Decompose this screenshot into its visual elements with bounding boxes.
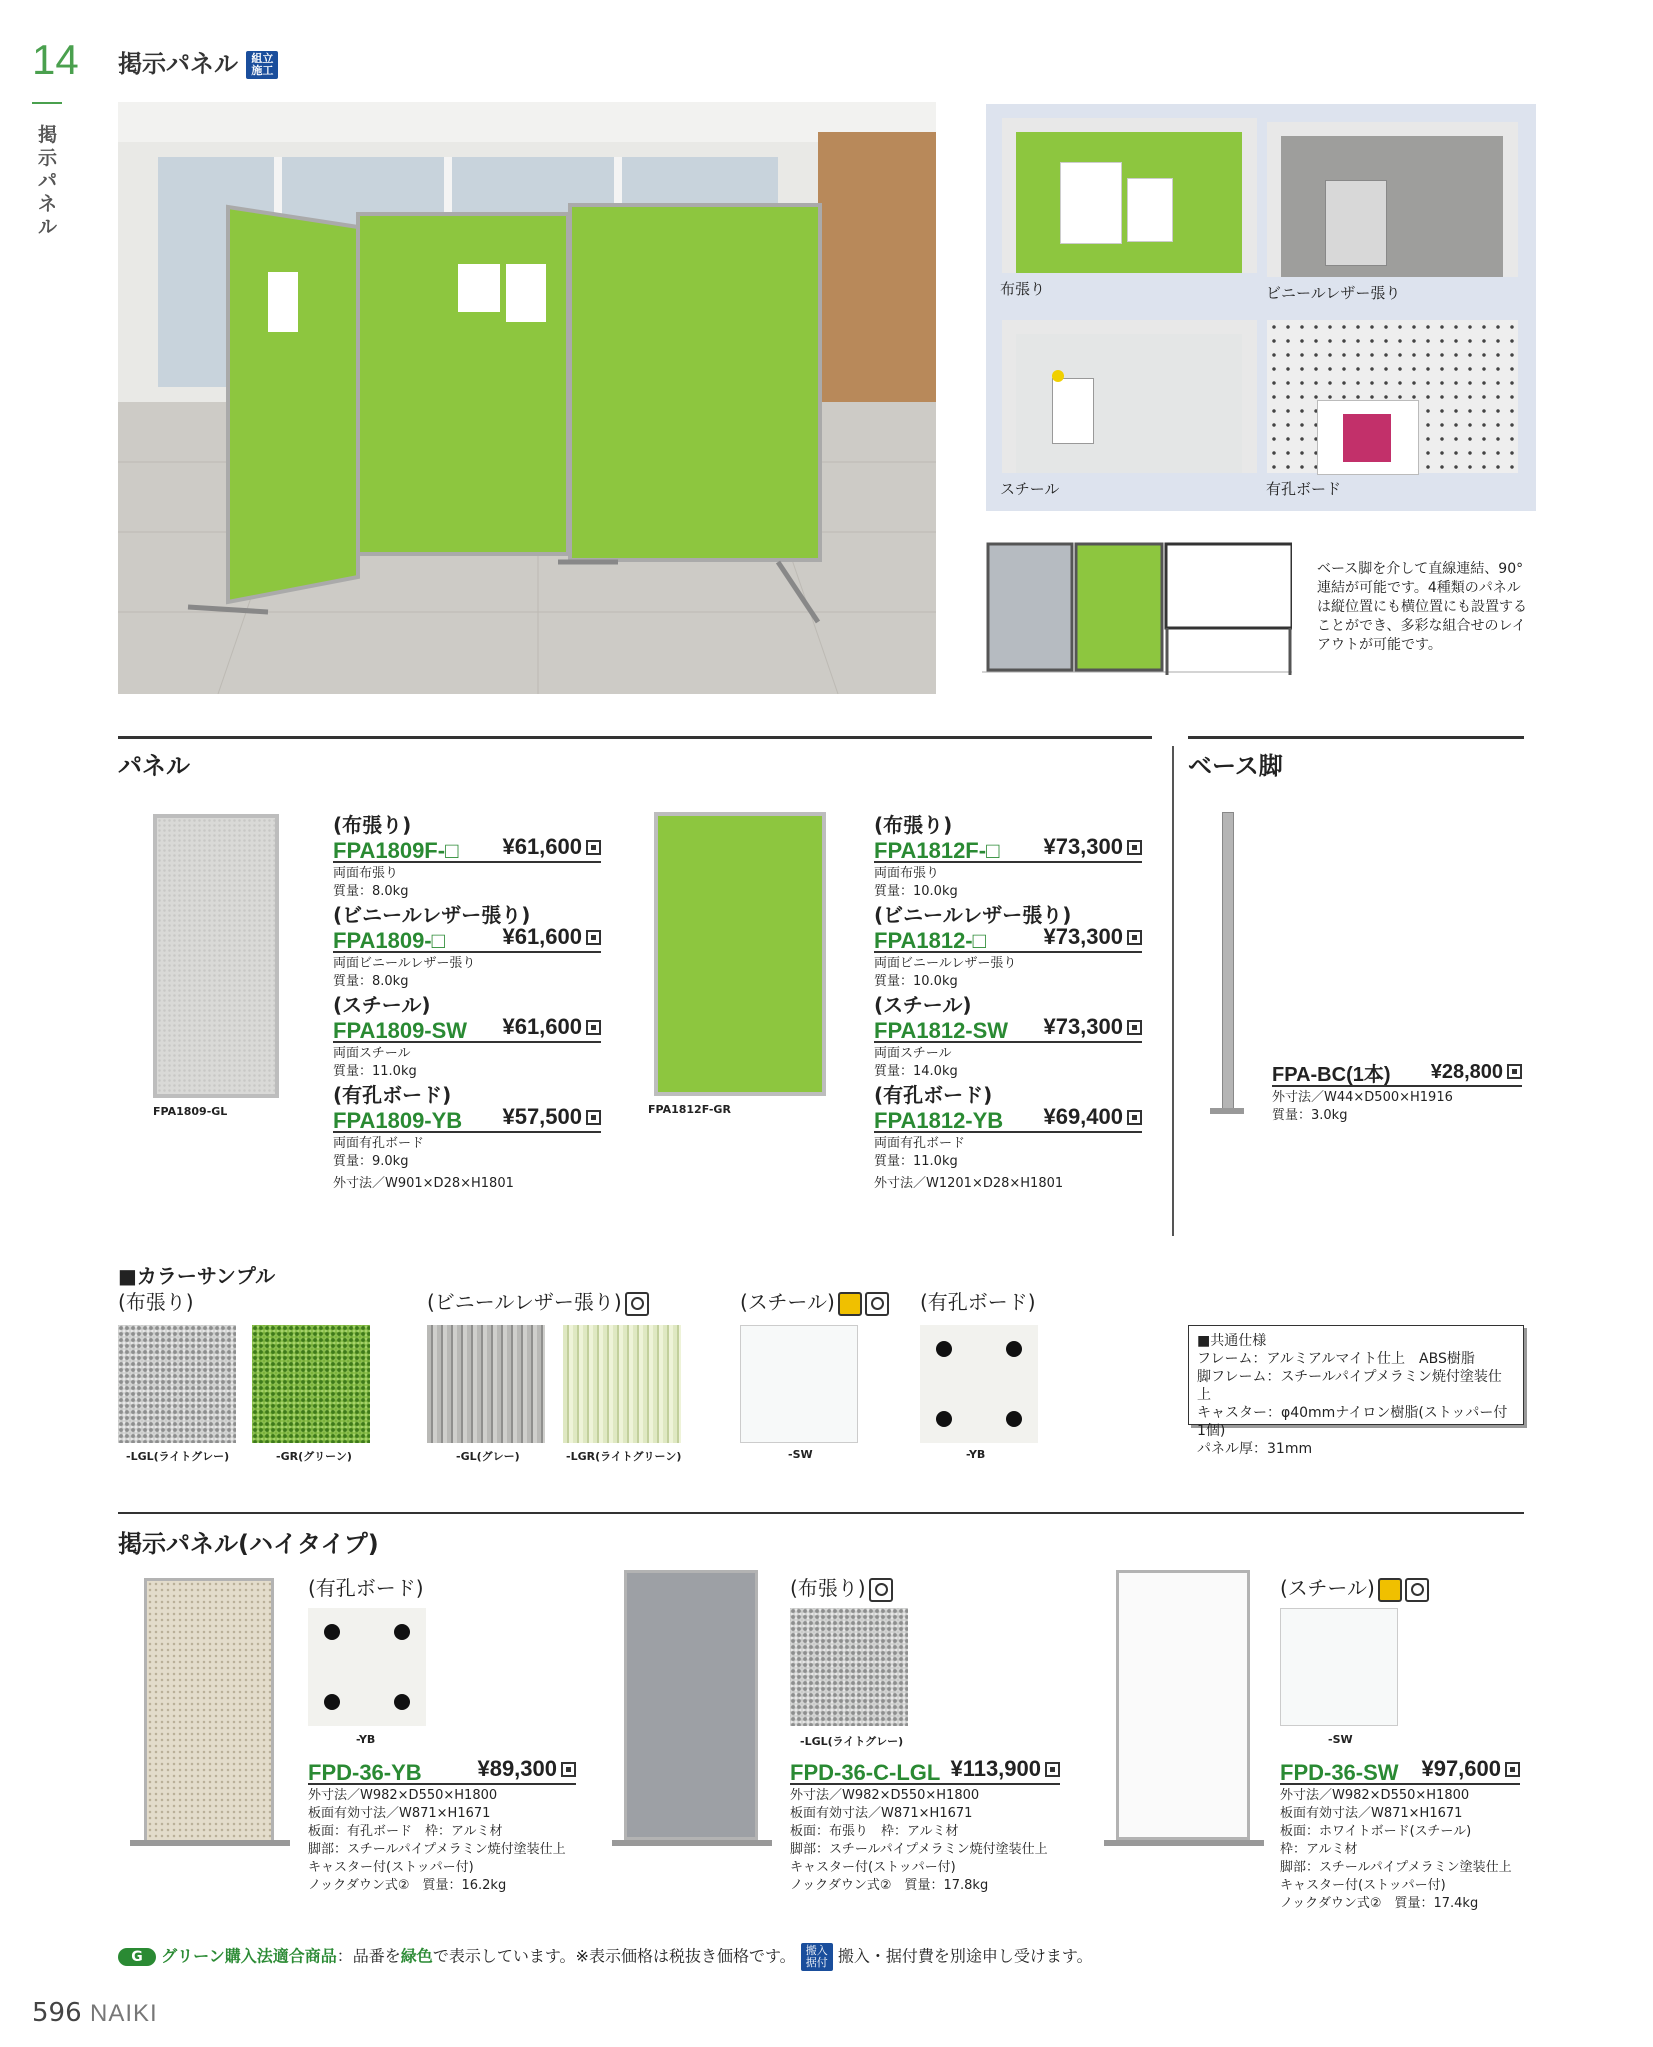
panel-section-title: パネル	[118, 752, 190, 780]
high-swatch-caption: -YB	[356, 1733, 376, 1746]
product-category: (布張り)	[874, 813, 953, 837]
product-price: ¥61,600	[502, 834, 582, 859]
footer-text-3: 搬入・据付費を別途申し受けます。	[837, 1946, 1093, 1966]
thumb-pegboard	[1267, 320, 1518, 473]
spec-line: 板面：ホワイトボード(スチール)	[1280, 1824, 1472, 1839]
product-desc: 両面ビニールレザー張り	[333, 956, 476, 971]
hole-dot	[1006, 1411, 1022, 1427]
spec-line: 外寸法／W982×D550×H1800	[790, 1788, 980, 1803]
thumb-label-vinyl: ビニールレザー張り	[1266, 284, 1401, 302]
product-category: (有孔ボード)	[333, 1083, 452, 1107]
product-desc: 両面ビニールレザー張り	[874, 956, 1017, 971]
product-code: FPA1812F-□	[874, 838, 1000, 863]
product-price: ¥89,300	[477, 1756, 557, 1781]
thumb-label-steel: スチール	[1000, 480, 1060, 498]
delivery-icon	[561, 1762, 576, 1777]
section-number: 14	[32, 36, 79, 83]
thumb-label-fabric: 布張り	[1000, 280, 1046, 298]
spec-line: 板面：有孔ボード 枠：アルミ材	[308, 1824, 503, 1839]
swatch-caption: -GR(グリーン)	[276, 1450, 352, 1463]
base-section-rule	[1188, 736, 1524, 739]
delivery-icon	[1507, 1064, 1522, 1079]
spec-line: 板面：布張り 枠：アルミ材	[790, 1824, 959, 1839]
product-code: FPA-BC(1本)	[1272, 1064, 1391, 1086]
spec-line: 板面有効寸法／W871×H1671	[308, 1806, 491, 1821]
swatch-caption: -GL(グレー)	[456, 1450, 520, 1463]
footer-text-1: ：品番を	[336, 1946, 401, 1966]
panel-image-large	[654, 812, 826, 1096]
group-steel-text: (スチール)	[740, 1290, 835, 1314]
product-entry	[874, 902, 1142, 992]
delivery-icon	[1127, 840, 1142, 855]
high-swatch-caption: -LGL(ライトグレー)	[800, 1735, 904, 1748]
product-code: FPA1812-YB	[874, 1108, 1004, 1133]
spec-line: 板面有効寸法／W871×H1671	[790, 1806, 973, 1821]
delivery-icon	[1045, 1762, 1060, 1777]
product-price: ¥28,800	[1430, 1061, 1503, 1083]
vertical-section-title: 掲示パネル	[38, 124, 58, 238]
assembly-badge: 組立施工	[246, 51, 278, 79]
high-panel-image-sw	[1116, 1570, 1250, 1840]
spec-line: 枠：アルミ材	[1280, 1842, 1358, 1857]
product-category: (スチール)	[333, 993, 431, 1017]
thumb-steel	[1002, 320, 1257, 473]
product-entry	[874, 1082, 1142, 1193]
product-weight: 質量：9.0kg	[333, 1154, 409, 1169]
spec-line: 脚フレーム：スチールパイプメラミン焼付塗装仕上	[1197, 1369, 1502, 1403]
high-panel-image-yb	[144, 1578, 274, 1843]
hole-dot	[394, 1694, 410, 1710]
product-code: FPD-36-C-LGL	[790, 1760, 941, 1785]
base-product	[1272, 1063, 1522, 1125]
footer-text-2: で表示しています。※表示価格は税抜き価格です。	[432, 1946, 796, 1966]
spec-line: パネル厚：31mm	[1197, 1441, 1313, 1457]
panel-caption-large: FPA1812F-GR	[648, 1103, 731, 1116]
high-item-category: (有孔ボード)	[308, 1576, 424, 1600]
product-category: (ビニールレザー張り)	[874, 903, 1072, 927]
product-code: FPD-36-SW	[1280, 1760, 1399, 1785]
high-item-sw	[1280, 1756, 1520, 1913]
swatch-sw	[740, 1325, 858, 1443]
product-price: ¥73,300	[1043, 924, 1123, 949]
page-title-text: 掲示パネル	[118, 50, 238, 78]
product-weight: 質量：11.0kg	[333, 1064, 417, 1079]
product-desc: 両面スチール	[333, 1046, 411, 1061]
thumb-label-pegboard: 有孔ボード	[1266, 480, 1342, 498]
panel-section-rule	[118, 736, 1152, 739]
delivery-icon	[586, 930, 601, 945]
product-desc: 両面有孔ボード	[333, 1136, 425, 1151]
product-price: ¥73,300	[1043, 834, 1123, 859]
high-swatch-lgl	[790, 1608, 908, 1726]
delivery-icon	[586, 840, 601, 855]
product-weight: 質量：10.0kg	[874, 974, 958, 989]
swatch-caption: -LGL(ライトグレー)	[126, 1450, 230, 1463]
spec-line: 外寸法／W982×D550×H1800	[1280, 1788, 1470, 1803]
high-swatch-yb	[308, 1608, 426, 1726]
delivery-badge: 搬入据付	[801, 1943, 833, 1971]
footer-note	[118, 1943, 1093, 1971]
spec-title: ■共通仕様	[1197, 1333, 1267, 1349]
product-category: (ビニールレザー張り)	[333, 903, 531, 927]
thumb-vinyl	[1267, 122, 1518, 277]
group-vinyl-text: (ビニールレザー張り)	[427, 1290, 622, 1314]
layout-note: ベース脚を介して直線連結、90°連結が可能です。4種類のパネルは縦位置にも横位置にも設置することができ、多彩な組合せのレイアウトが可能です。	[1317, 561, 1527, 653]
product-desc: 両面有孔ボード	[874, 1136, 966, 1151]
product-desc: 両面布張り	[874, 866, 940, 881]
high-section-rule	[118, 1512, 1524, 1514]
spec-line: 脚部：スチールパイプメラミン焼付塗装仕上	[308, 1842, 566, 1857]
spec-line: 板面有効寸法／W871×H1671	[1280, 1806, 1463, 1821]
product-desc: 両面布張り	[333, 866, 399, 881]
hole-dot	[936, 1341, 952, 1357]
product-price: ¥73,300	[1043, 1014, 1123, 1039]
marker-icon	[1378, 1578, 1402, 1602]
section-divider	[32, 102, 62, 104]
section-vertical-divider	[1172, 746, 1174, 1236]
spec-line: フレーム：アルミアルマイト仕上 ABS樹脂	[1197, 1351, 1475, 1367]
hole-dot	[936, 1411, 952, 1427]
high-item-category-text: (スチール)	[1280, 1576, 1375, 1600]
product-entry	[333, 992, 601, 1082]
group-fabric-label: (布張り)	[118, 1290, 194, 1314]
product-code: FPA1809-SW	[333, 1018, 468, 1043]
high-panel-image-lgl	[624, 1570, 758, 1840]
panel-image-small	[153, 814, 279, 1098]
product-entry	[333, 812, 601, 902]
product-entry	[333, 902, 601, 992]
product-price: ¥61,600	[502, 1014, 582, 1039]
product-price: ¥61,600	[502, 924, 582, 949]
spec-line: 外寸法／W982×D550×H1800	[308, 1788, 498, 1803]
spec-line: ノックダウン式② 質量：16.2kg	[308, 1878, 507, 1893]
product-code: FPA1812-□	[874, 928, 986, 953]
product-weight: 質量：8.0kg	[333, 884, 409, 899]
high-item-category-text: (布張り)	[790, 1576, 866, 1600]
high-panel-base	[130, 1840, 290, 1846]
high-item-yb	[308, 1756, 576, 1895]
footer-text-green: 緑色	[400, 1946, 433, 1966]
spec-line: キャスター：φ40mmナイロン樹脂(ストッパー付1個)	[1197, 1405, 1508, 1439]
pin-icon	[869, 1578, 893, 1602]
delivery-icon	[1505, 1762, 1520, 1777]
product-entry	[874, 992, 1142, 1082]
hero-photo	[118, 102, 936, 694]
hole-dot	[324, 1694, 340, 1710]
base-leg-image	[1222, 812, 1234, 1114]
swatch-caption: -SW	[788, 1448, 813, 1461]
green-label: グリーン購入法適合商品	[161, 1946, 337, 1966]
product-price: ¥57,500	[502, 1104, 582, 1129]
product-weight: 質量：11.0kg	[874, 1154, 958, 1169]
base-leg-foot	[1210, 1108, 1244, 1114]
color-sample-title: ■カラーサンプル	[118, 1264, 276, 1288]
product-entry	[874, 812, 1142, 902]
swatch-caption: -YB	[966, 1448, 986, 1461]
high-item-category	[1280, 1572, 1429, 1602]
group-steel-label	[740, 1286, 889, 1316]
high-swatch-caption: -SW	[1328, 1733, 1353, 1746]
thumb-fabric	[1002, 118, 1257, 273]
page-number: 596	[32, 1998, 82, 2028]
product-weight: 質量：14.0kg	[874, 1064, 958, 1079]
marker-icon	[838, 1292, 862, 1316]
hole-dot	[324, 1624, 340, 1640]
magnet-icon	[865, 1292, 889, 1316]
high-panel-base	[612, 1840, 772, 1846]
product-code: FPA1809-□	[333, 928, 445, 953]
product-price: ¥97,600	[1421, 1756, 1501, 1781]
product-weight: 質量：8.0kg	[333, 974, 409, 989]
product-category: (布張り)	[333, 813, 412, 837]
swatch-lgl	[118, 1325, 236, 1443]
product-category: (スチール)	[874, 993, 972, 1017]
product-entry	[333, 1082, 601, 1193]
spec-line: 脚部：スチールパイプメラミン焼付塗装仕上	[790, 1842, 1048, 1857]
high-swatch-sw	[1280, 1608, 1398, 1726]
high-item-category	[790, 1572, 893, 1602]
product-code: FPA1812-SW	[874, 1018, 1009, 1043]
swatch-gl	[427, 1325, 545, 1443]
hole-dot	[394, 1624, 410, 1640]
product-dims: 外寸法／W901×D28×H1801	[333, 1176, 514, 1191]
product-weight: 質量：3.0kg	[1272, 1108, 1348, 1123]
green-logo-icon: G	[118, 1948, 156, 1966]
spec-line: ノックダウン式② 質量：17.4kg	[1280, 1896, 1479, 1911]
product-dims: 外寸法／W1201×D28×H1801	[874, 1176, 1064, 1191]
swatch-gr	[252, 1325, 370, 1443]
brand-name: NAIKI	[90, 2000, 158, 2027]
spec-line: キャスター付(ストッパー付)	[790, 1860, 956, 1875]
common-spec-box	[1188, 1325, 1524, 1457]
group-board-label: (有孔ボード)	[920, 1290, 1036, 1314]
layout-diagram	[982, 540, 1292, 680]
swatch-yb	[920, 1325, 1038, 1443]
product-code: FPD-36-YB	[308, 1760, 422, 1785]
spec-line: キャスター付(ストッパー付)	[1280, 1878, 1446, 1893]
magnet-icon	[1405, 1578, 1429, 1602]
spec-line: 脚部：スチールパイプメラミン塗装仕上	[1280, 1860, 1512, 1875]
high-section-title: 掲示パネル(ハイタイプ)	[118, 1530, 379, 1558]
delivery-icon	[1127, 1110, 1142, 1125]
high-panel-base	[1104, 1840, 1264, 1846]
high-item-lgl	[790, 1756, 1060, 1895]
delivery-icon	[1127, 930, 1142, 945]
swatch-lgr	[563, 1325, 681, 1443]
product-code: FPA1809-YB	[333, 1108, 463, 1133]
product-desc: 両面スチール	[874, 1046, 952, 1061]
product-dims: 外寸法／W44×D500×H1916	[1272, 1090, 1453, 1105]
panel-caption-small: FPA1809-GL	[153, 1105, 228, 1118]
product-price: ¥69,400	[1043, 1104, 1123, 1129]
delivery-icon	[586, 1110, 601, 1125]
hole-dot	[1006, 1341, 1022, 1357]
spec-line: ノックダウン式② 質量：17.8kg	[790, 1878, 989, 1893]
panel-list-left	[333, 812, 601, 1193]
panel-list-right	[874, 812, 1142, 1193]
delivery-icon	[586, 1020, 601, 1035]
product-weight: 質量：10.0kg	[874, 884, 958, 899]
product-category: (有孔ボード)	[874, 1083, 993, 1107]
group-vinyl-label	[427, 1286, 649, 1316]
base-section-title: ベース脚	[1188, 752, 1283, 780]
spec-line: キャスター付(ストッパー付)	[308, 1860, 474, 1875]
product-price: ¥113,900	[950, 1756, 1041, 1781]
product-code: FPA1809F-□	[333, 838, 459, 863]
pin-icon	[625, 1292, 649, 1316]
page-title	[118, 44, 278, 79]
swatch-caption: -LGR(ライトグリーン)	[566, 1450, 682, 1463]
delivery-icon	[1127, 1020, 1142, 1035]
surface-type-panel	[986, 104, 1536, 511]
